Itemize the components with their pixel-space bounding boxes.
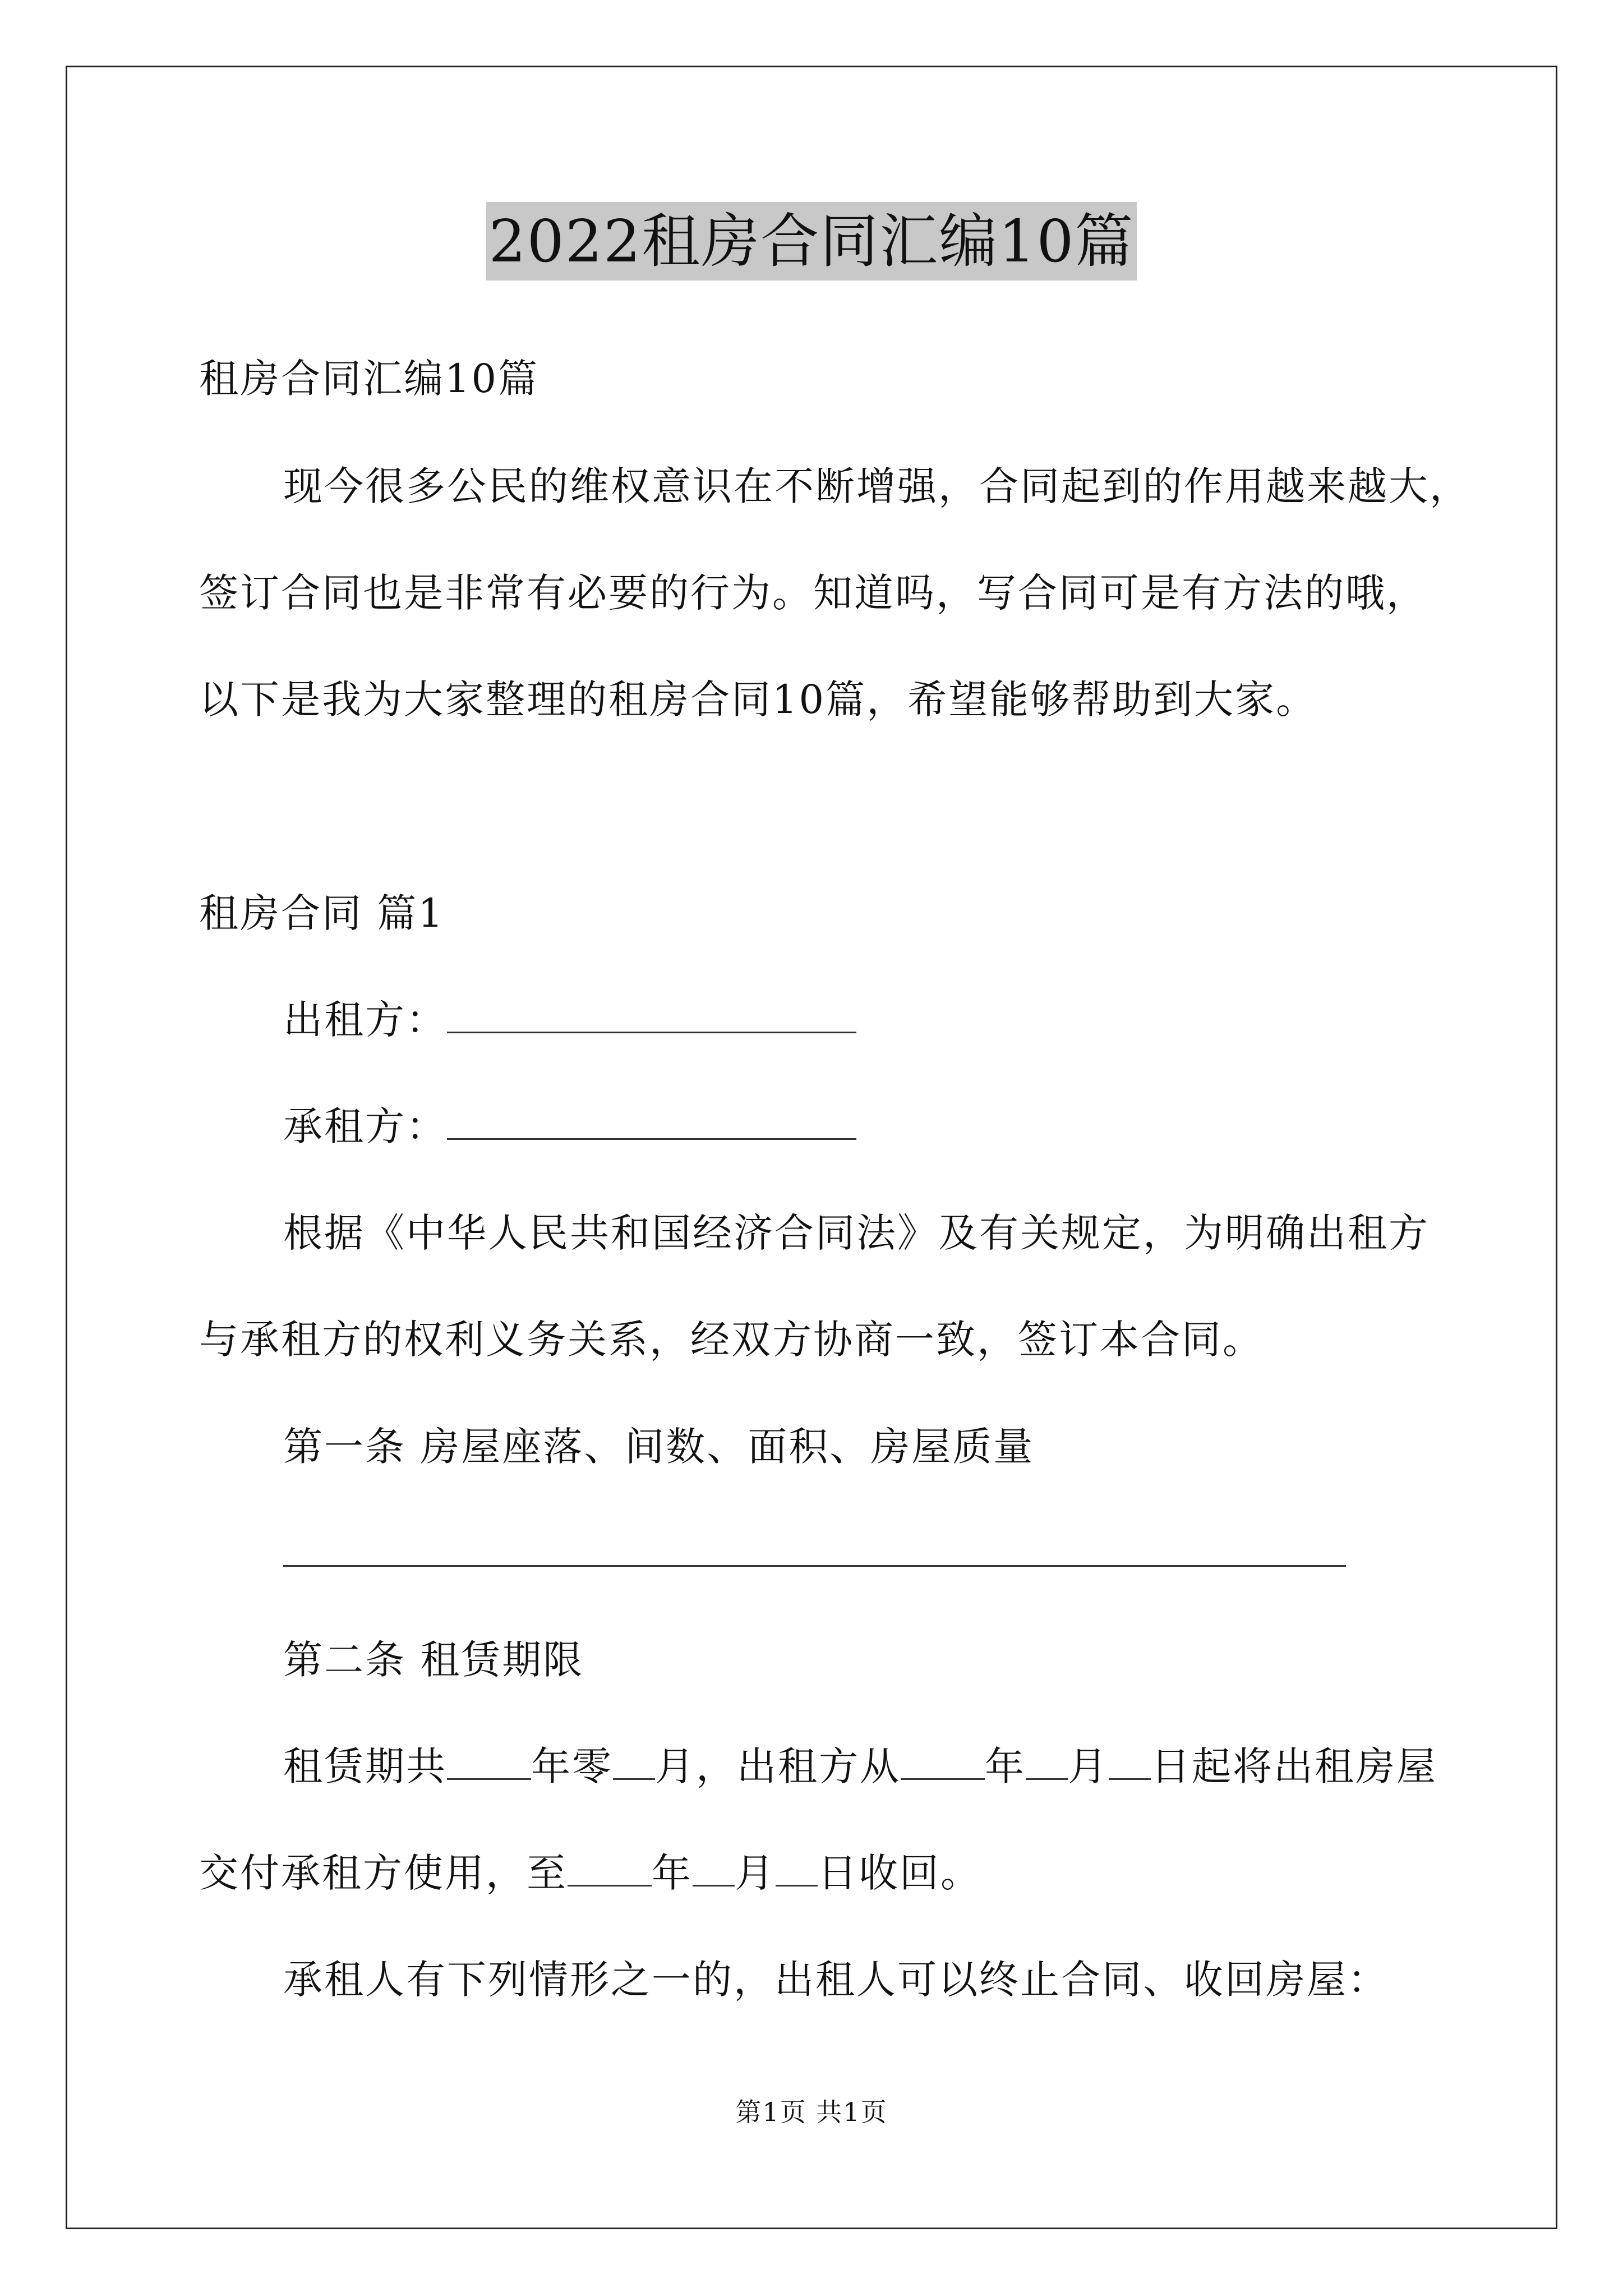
article-2-heading: 第二条 租赁期限 xyxy=(283,1637,584,1683)
section-heading: 租房合同 篇1 xyxy=(199,890,445,936)
term-text: 年零 xyxy=(531,1743,613,1789)
basis-line-1: 根据《中华人民共和国经济合同法》及有关规定，为明确出租方 xyxy=(283,1210,1430,1256)
term-text: 月 xyxy=(735,1850,776,1896)
intro-line-2: 签订合同也是非常有必要的行为。知道吗，写合同可是有方法的哦， xyxy=(199,570,1427,616)
article-1-row xyxy=(283,1528,1346,1579)
end-day-blank[interactable] xyxy=(776,1852,818,1887)
lessee-label: 承租方： xyxy=(283,1103,447,1149)
term-text: 月，出租方从 xyxy=(655,1743,901,1789)
term-line-1 xyxy=(283,1741,1437,1792)
basis-line-2: 与承租方的权利义务关系，经双方协商一致，签订本合同。 xyxy=(199,1317,1264,1363)
page-footer: 第1页 共1页 xyxy=(735,2097,888,2127)
start-month-blank[interactable] xyxy=(1026,1746,1068,1780)
lessee-row xyxy=(283,1101,856,1152)
term-text: 年 xyxy=(985,1743,1026,1789)
document-title: 2022租房合同汇编10篇 xyxy=(486,202,1136,280)
end-year-blank[interactable] xyxy=(568,1852,652,1887)
start-year-blank[interactable] xyxy=(901,1746,985,1780)
term-text: 年 xyxy=(652,1850,693,1896)
intro-line-1: 现今很多公民的维权意识在不断增强，合同起到的作用越来越大， xyxy=(283,463,1470,509)
start-day-blank[interactable] xyxy=(1109,1746,1151,1780)
term-years-blank[interactable] xyxy=(447,1746,531,1780)
lessee-field[interactable] xyxy=(447,1103,856,1140)
document-subtitle: 租房合同汇编10篇 xyxy=(199,356,540,402)
term-text: 日起将出租房屋 xyxy=(1151,1743,1437,1789)
title-container xyxy=(0,202,1623,280)
term-text: 交付承租方使用，至 xyxy=(199,1850,568,1896)
end-month-blank[interactable] xyxy=(693,1852,735,1887)
article-1-field[interactable] xyxy=(283,1530,1346,1567)
lessor-field[interactable] xyxy=(447,997,856,1033)
termination-line: 承租人有下列情形之一的，出租人可以终止合同、收回房屋： xyxy=(283,1957,1389,2003)
term-text: 租赁期共 xyxy=(283,1743,447,1789)
term-text: 月 xyxy=(1068,1743,1109,1789)
article-1-heading: 第一条 房屋座落、间数、面积、房屋质量 xyxy=(283,1424,1035,1470)
term-months-blank[interactable] xyxy=(613,1746,655,1780)
term-text: 日收回。 xyxy=(818,1850,981,1896)
lessor-label: 出租方： xyxy=(283,997,447,1043)
term-line-2 xyxy=(199,1848,981,1898)
lessor-row xyxy=(283,995,856,1045)
intro-line-3: 以下是我为大家整理的租房合同10篇，希望能够帮助到大家。 xyxy=(199,677,1317,723)
